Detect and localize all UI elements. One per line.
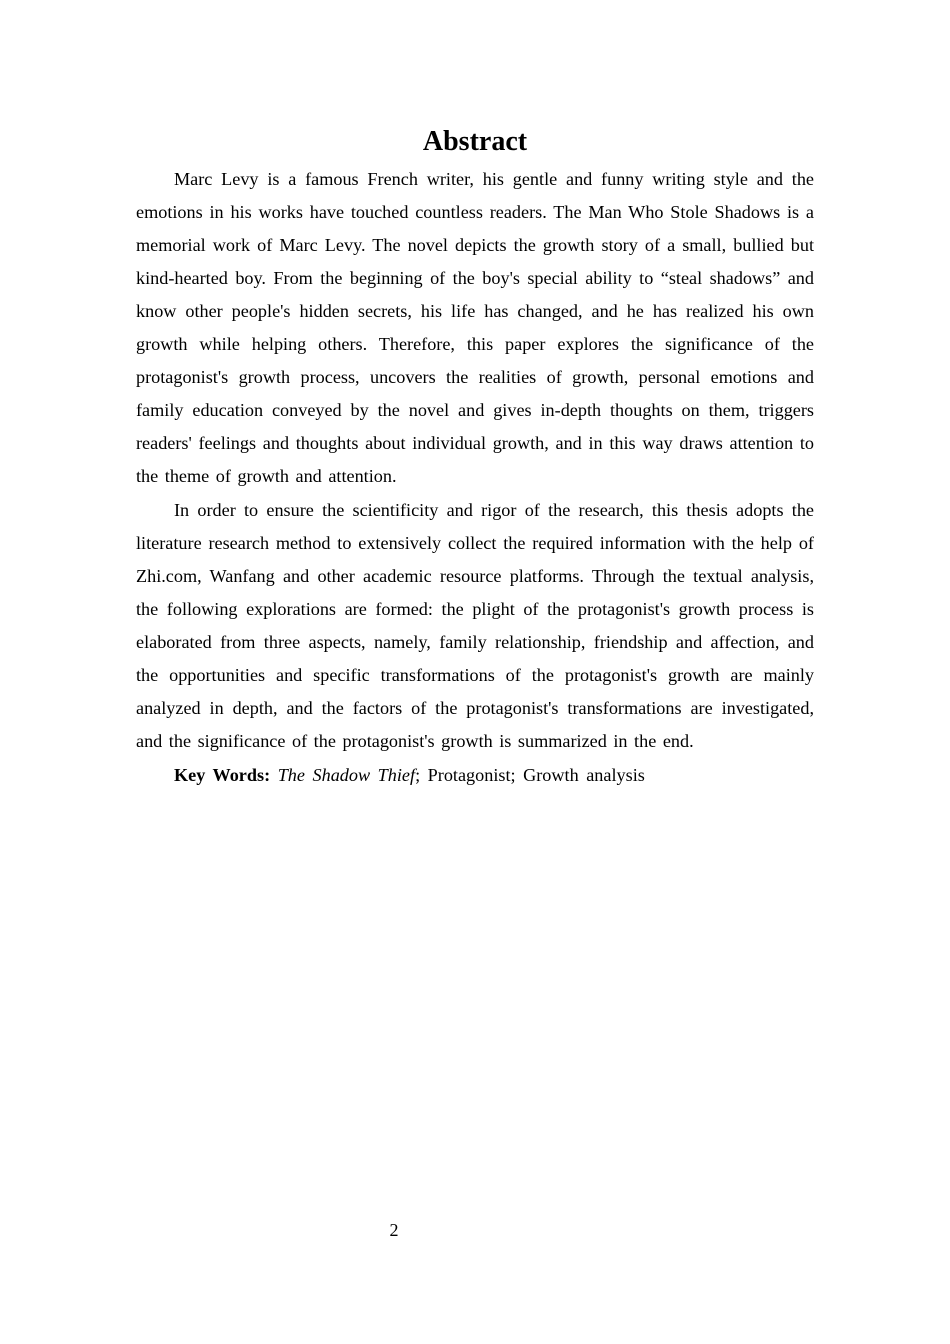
abstract-paragraph-2: In order to ensure the scientificity and rigor of the research, this thesis adopts the literature research method to extensively collect the required information with the help of Zhi.com, Wanfang and other academic resource platforms. Through the textual analysis, the following explorations are formed: the plight of the protagonist's growth process is elaborated from three aspects, namely, family relationship, friendship and affection, and the opportunities and specific transformations of the protagonist's growth are mainly analyzed in depth, and the factors of the protagonist's transformations are investigated, and the significance of the protagonist's growth is summarized in the end. [136,500,814,751]
keywords-label: Key Words: [174,765,271,785]
abstract-title: Abstract [422,126,528,157]
page-number: 2 [389,1220,399,1240]
abstract-body [136,163,814,792]
keywords-book-title: The Shadow Thief [277,765,416,785]
abstract-paragraph-1: Marc Levy is a famous French writer, his gentle and funny writing style and the emotions in his works have touched countless readers. The Man Who Stole Shadows is a memorial work of Marc Levy. The novel depicts the growth story of a small, bullied but kind-hearted boy. From the beginning of the boy's special ability to “steal shadows” and know other people's hidden secrets, his life has changed, and he has realized his own growth while helping others. Therefore, this paper explores the significance of the protagonist's growth process, uncovers the realities of growth, personal emotions and family education conveyed by the novel and gives in-depth thoughts on them, triggers readers' feelings and thoughts about individual growth, and in this way draws attention to the theme of growth and attention. [136,169,814,486]
keywords-list: ; Protagonist; Growth analysis [415,765,645,785]
keywords-line [136,759,814,792]
